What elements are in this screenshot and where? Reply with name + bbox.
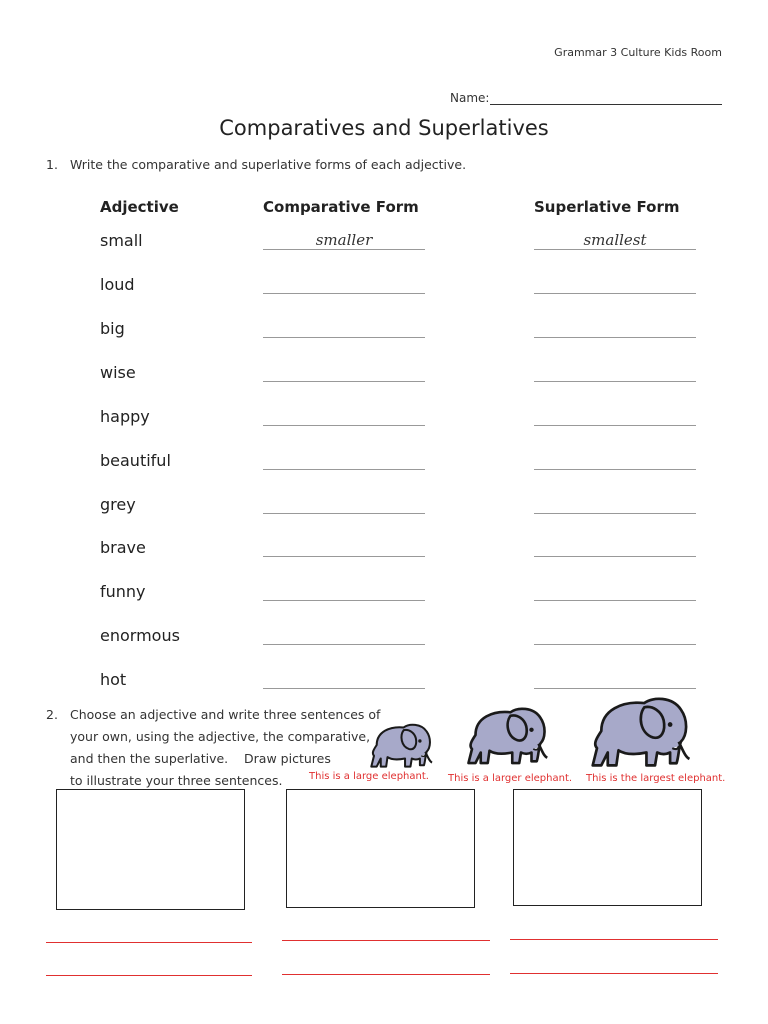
name-label: Name:	[450, 91, 490, 105]
comparative-answer-line[interactable]	[263, 275, 425, 294]
comparative-answer-line[interactable]	[263, 451, 425, 470]
sentence-line-2b[interactable]	[282, 974, 490, 975]
sentence-line-2a[interactable]	[282, 940, 490, 941]
comparative-answer-line[interactable]	[263, 670, 425, 689]
adjective-grey: grey	[100, 495, 136, 514]
comparative-answer-line[interactable]	[263, 319, 425, 338]
superlative-answer-line[interactable]	[534, 670, 696, 689]
adjective-brave: brave	[100, 538, 146, 557]
adjective-small: small	[100, 231, 143, 250]
adjective-funny: funny	[100, 582, 146, 601]
comparative-answer-line[interactable]	[263, 626, 425, 645]
question-1-text: Write the comparative and superlative forms of each adjective.	[70, 157, 467, 172]
sentence-line-1a[interactable]	[46, 942, 252, 943]
superlative-answer-line[interactable]	[534, 626, 696, 645]
sentence-line-3a[interactable]	[510, 939, 718, 940]
adjective-beautiful: beautiful	[100, 451, 171, 470]
caption-larger: This is a larger elephant.	[448, 773, 573, 784]
comparative-answer-line[interactable]	[263, 363, 425, 382]
name-input-line[interactable]	[490, 90, 722, 105]
superlative-answer-line[interactable]	[534, 582, 696, 601]
caption-largest: This is the largest elephant.	[586, 773, 726, 784]
adjective-wise: wise	[100, 363, 136, 382]
comparative-answer-line[interactable]	[263, 495, 425, 514]
superlative-answer-line[interactable]	[534, 495, 696, 514]
header-adjective: Adjective	[100, 198, 179, 216]
largest-elephant-icon	[578, 688, 702, 774]
name-row	[450, 90, 722, 105]
comparative-answer-line[interactable]	[263, 582, 425, 601]
drawing-box-3[interactable]	[513, 789, 702, 906]
drawing-box-1[interactable]	[56, 789, 245, 910]
adjective-enormous: enormous	[100, 626, 180, 645]
question-2-line: your own, using the adjective, the comparative,	[70, 729, 371, 744]
adjective-big: big	[100, 319, 125, 338]
header-superlative: Superlative Form	[534, 198, 680, 216]
drawing-box-2[interactable]	[286, 789, 475, 908]
comparative-answer: smaller	[315, 231, 373, 249]
header-note: Grammar 3 Culture Kids Room	[554, 46, 722, 59]
sentence-line-3b[interactable]	[510, 973, 718, 974]
question-2-line: and then the superlative. Draw pictures	[70, 751, 331, 766]
adjective-loud: loud	[100, 275, 135, 294]
superlative-answer-line[interactable]	[534, 231, 696, 250]
superlative-answer-line[interactable]	[534, 363, 696, 382]
superlative-answer-line[interactable]	[534, 407, 696, 426]
question-2-line: Choose an adjective and write three sentences of	[70, 707, 381, 722]
superlative-answer: smallest	[583, 231, 647, 249]
caption-large: This is a large elephant.	[309, 771, 429, 782]
question-2-line: to illustrate your three sentences.	[70, 773, 283, 788]
superlative-answer-line[interactable]	[534, 319, 696, 338]
comparative-answer-line[interactable]	[263, 231, 425, 250]
superlative-answer-line[interactable]	[534, 275, 696, 294]
adjective-happy: happy	[100, 407, 150, 426]
question-1-number: 1.	[46, 157, 58, 172]
superlative-answer-line[interactable]	[534, 451, 696, 470]
superlative-answer-line[interactable]	[534, 538, 696, 557]
question-2-number: 2.	[46, 707, 58, 722]
page-title: Comparatives and Superlatives	[219, 116, 549, 140]
comparative-answer-line[interactable]	[263, 407, 425, 426]
header-comparative: Comparative Form	[263, 198, 419, 216]
larger-elephant-icon	[461, 700, 553, 770]
question-1	[46, 157, 467, 172]
small-elephant-icon	[366, 718, 436, 772]
comparative-answer-line[interactable]	[263, 538, 425, 557]
sentence-line-1b[interactable]	[46, 975, 252, 976]
adjective-hot: hot	[100, 670, 127, 689]
